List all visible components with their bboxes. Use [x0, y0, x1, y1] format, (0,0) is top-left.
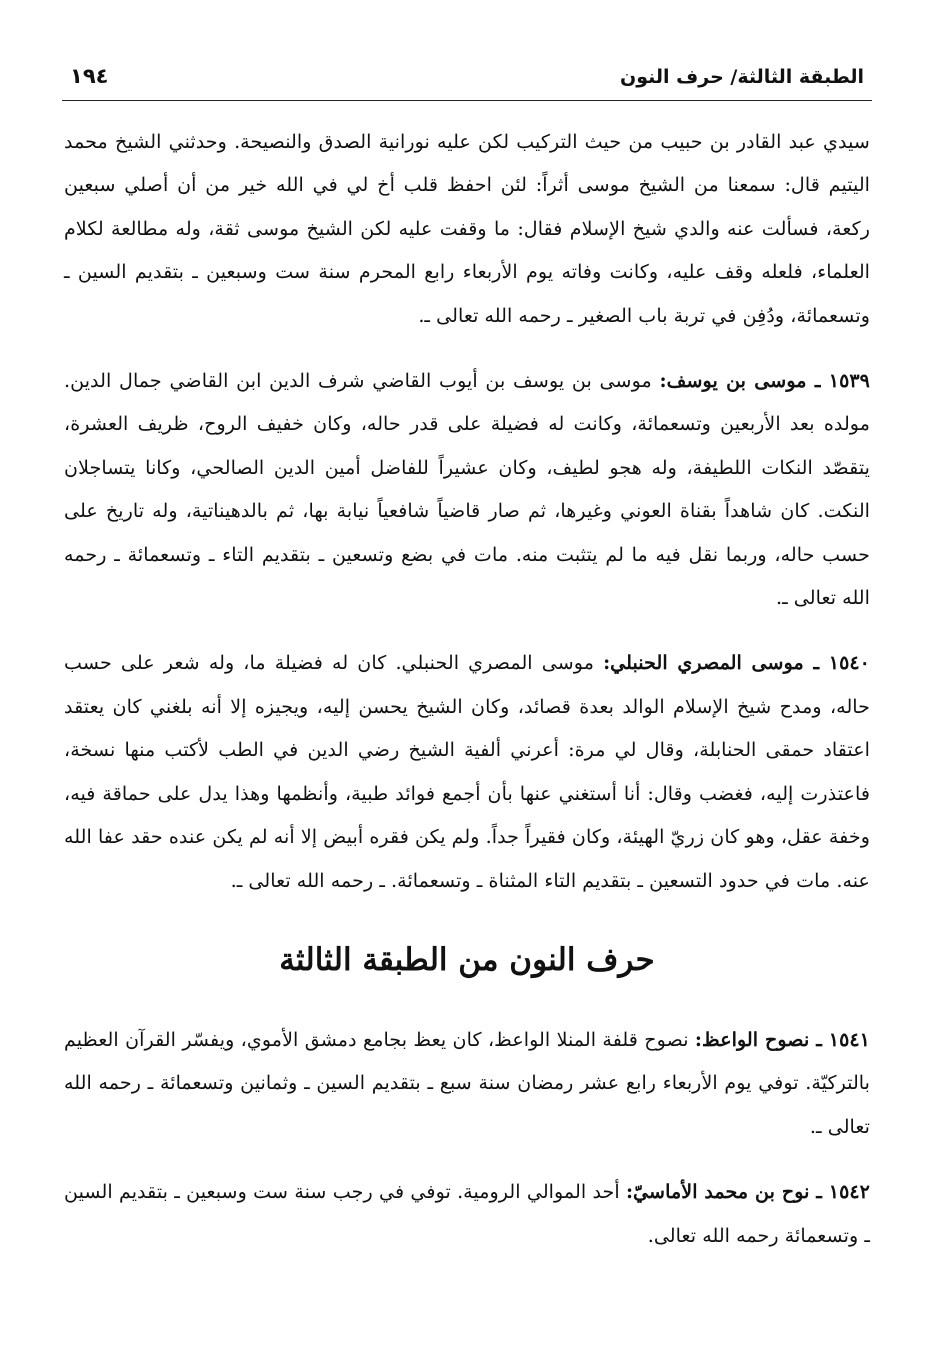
- entry-heading: ١٥٤١ ـ نصوح الواعظ:: [694, 1027, 870, 1051]
- continuation-text: سيدي عبد القادر بن حبيب من حيث التركيب لكن عليه نورانية الصدق والنصيحة. وحدثني الشيخ محمد اليتيم قال: سمعنا من الشيخ موسى أثراً: لئن احفظ قلب أخ لي في الله خير من أن أصلي سبعين ركعة، فسألت عنه والدي شيخ الإسلام فقال: ما وقفت عليه لكن الشيخ موسى ثقة، وله مطالعة لكلام العلماء، فلعله وقف عليه، وكانت وفاته يوم الأربعاء رابع المحرم سنة ست وسبعين ـ بتقديم السين ـ وتسعمائة، ودُفِن في تربة باب الصغير ـ رحمه الله تعالى ـ.: [64, 130, 870, 327]
- entry-text: نصوح قلفة المنلا الواعظ، كان يعظ بجامع دمشق الأموي، ويفسّر القرآن العظيم بالتركيّة. توفي يوم الأربعاء رابع عشر رمضان سنة سبع ـ بتقديم السين ـ وثمانين وتسعمائة ـ رحمه الله تعالى ـ.: [64, 1027, 870, 1138]
- page-body: [64, 120, 870, 1257]
- entry-heading: ١٥٣٩ ـ موسى بن يوسف:: [659, 369, 870, 393]
- entry-1541: [64, 1018, 870, 1148]
- entry-text: أحد الموالي الرومية. توفي في رجب سنة ست وسبعين ـ بتقديم السين ـ وتسعمائة رحمه الله تعالى.: [64, 1180, 870, 1247]
- section-heading: حرف النون من الطبقة الثالثة: [279, 941, 655, 978]
- entry-heading: ١٥٤٠ ـ موسى المصري الحنبلي:: [603, 651, 870, 675]
- continuation-paragraph: [64, 120, 870, 337]
- header-title: الطبقة الثالثة/ حرف النون: [620, 66, 864, 88]
- entry-1539: [64, 359, 870, 619]
- page-number: ١٩٤: [70, 64, 109, 88]
- entry-1542: [64, 1170, 870, 1257]
- entry-text: موسى المصري الحنبلي. كان له فضيلة ما، وله شعر على حسب حاله، ومدح شيخ الإسلام الوالد بعدة قصائد، وكان الشيخ يحسن إليه، ويجيزه إلا أنه بلغني كان يعتقد اعتقاد حمقى الحنابلة، وقال لي مرة: أعرني ألفية الشيخ رضي الدين في الطب لأكتب منها نسخة، فاعتذرت إليه، فغضب وقال: أنا أستغني عنها بأن أجمع فوائد طبية، وأنظمها وهذا يدل على حماقة فيه، وخفة عقل، وهو كان زريّ الهيئة، وكان فقيراً جداً. ولم يكن فقره أبيض إلا أنه لم يكن عنده حقد عفا الله عنه. مات في حدود التسعين ـ بتقديم التاء المثناة ـ وتسعمائة. ـ رحمه الله تعالى ـ.: [64, 651, 870, 892]
- entry-text: موسى بن يوسف بن أيوب القاضي شرف الدين ابن القاضي جمال الدين. مولده بعد الأربعين وتسعمائة، وكانت له فضيلة على قدر حاله، وكان خفيف الروح، ظريف العشرة، يتقصّد النكات اللطيفة، وله هجو لطيف، وكان عشيراً للفاضل أمين الدين الصالحي، وكانا يتساجلان النكت. كان شاهداً بقناة العوني وغيرها، ثم صار قاضياً شافعياً نيابة بها، ثم بالدهيناتية، وله تاريخ على حسب حاله، وربما نقل فيه ما لم يتثبت منه. مات في بضع وتسعين ـ بتقديم التاء ـ وتسعمائة ـ رحمه الله تعالى ـ.: [64, 369, 870, 610]
- running-header: [62, 60, 872, 101]
- entry-heading: ١٥٤٢ ـ نوح بن محمد الأماسيّ:: [625, 1180, 870, 1204]
- entry-1540: [64, 641, 870, 901]
